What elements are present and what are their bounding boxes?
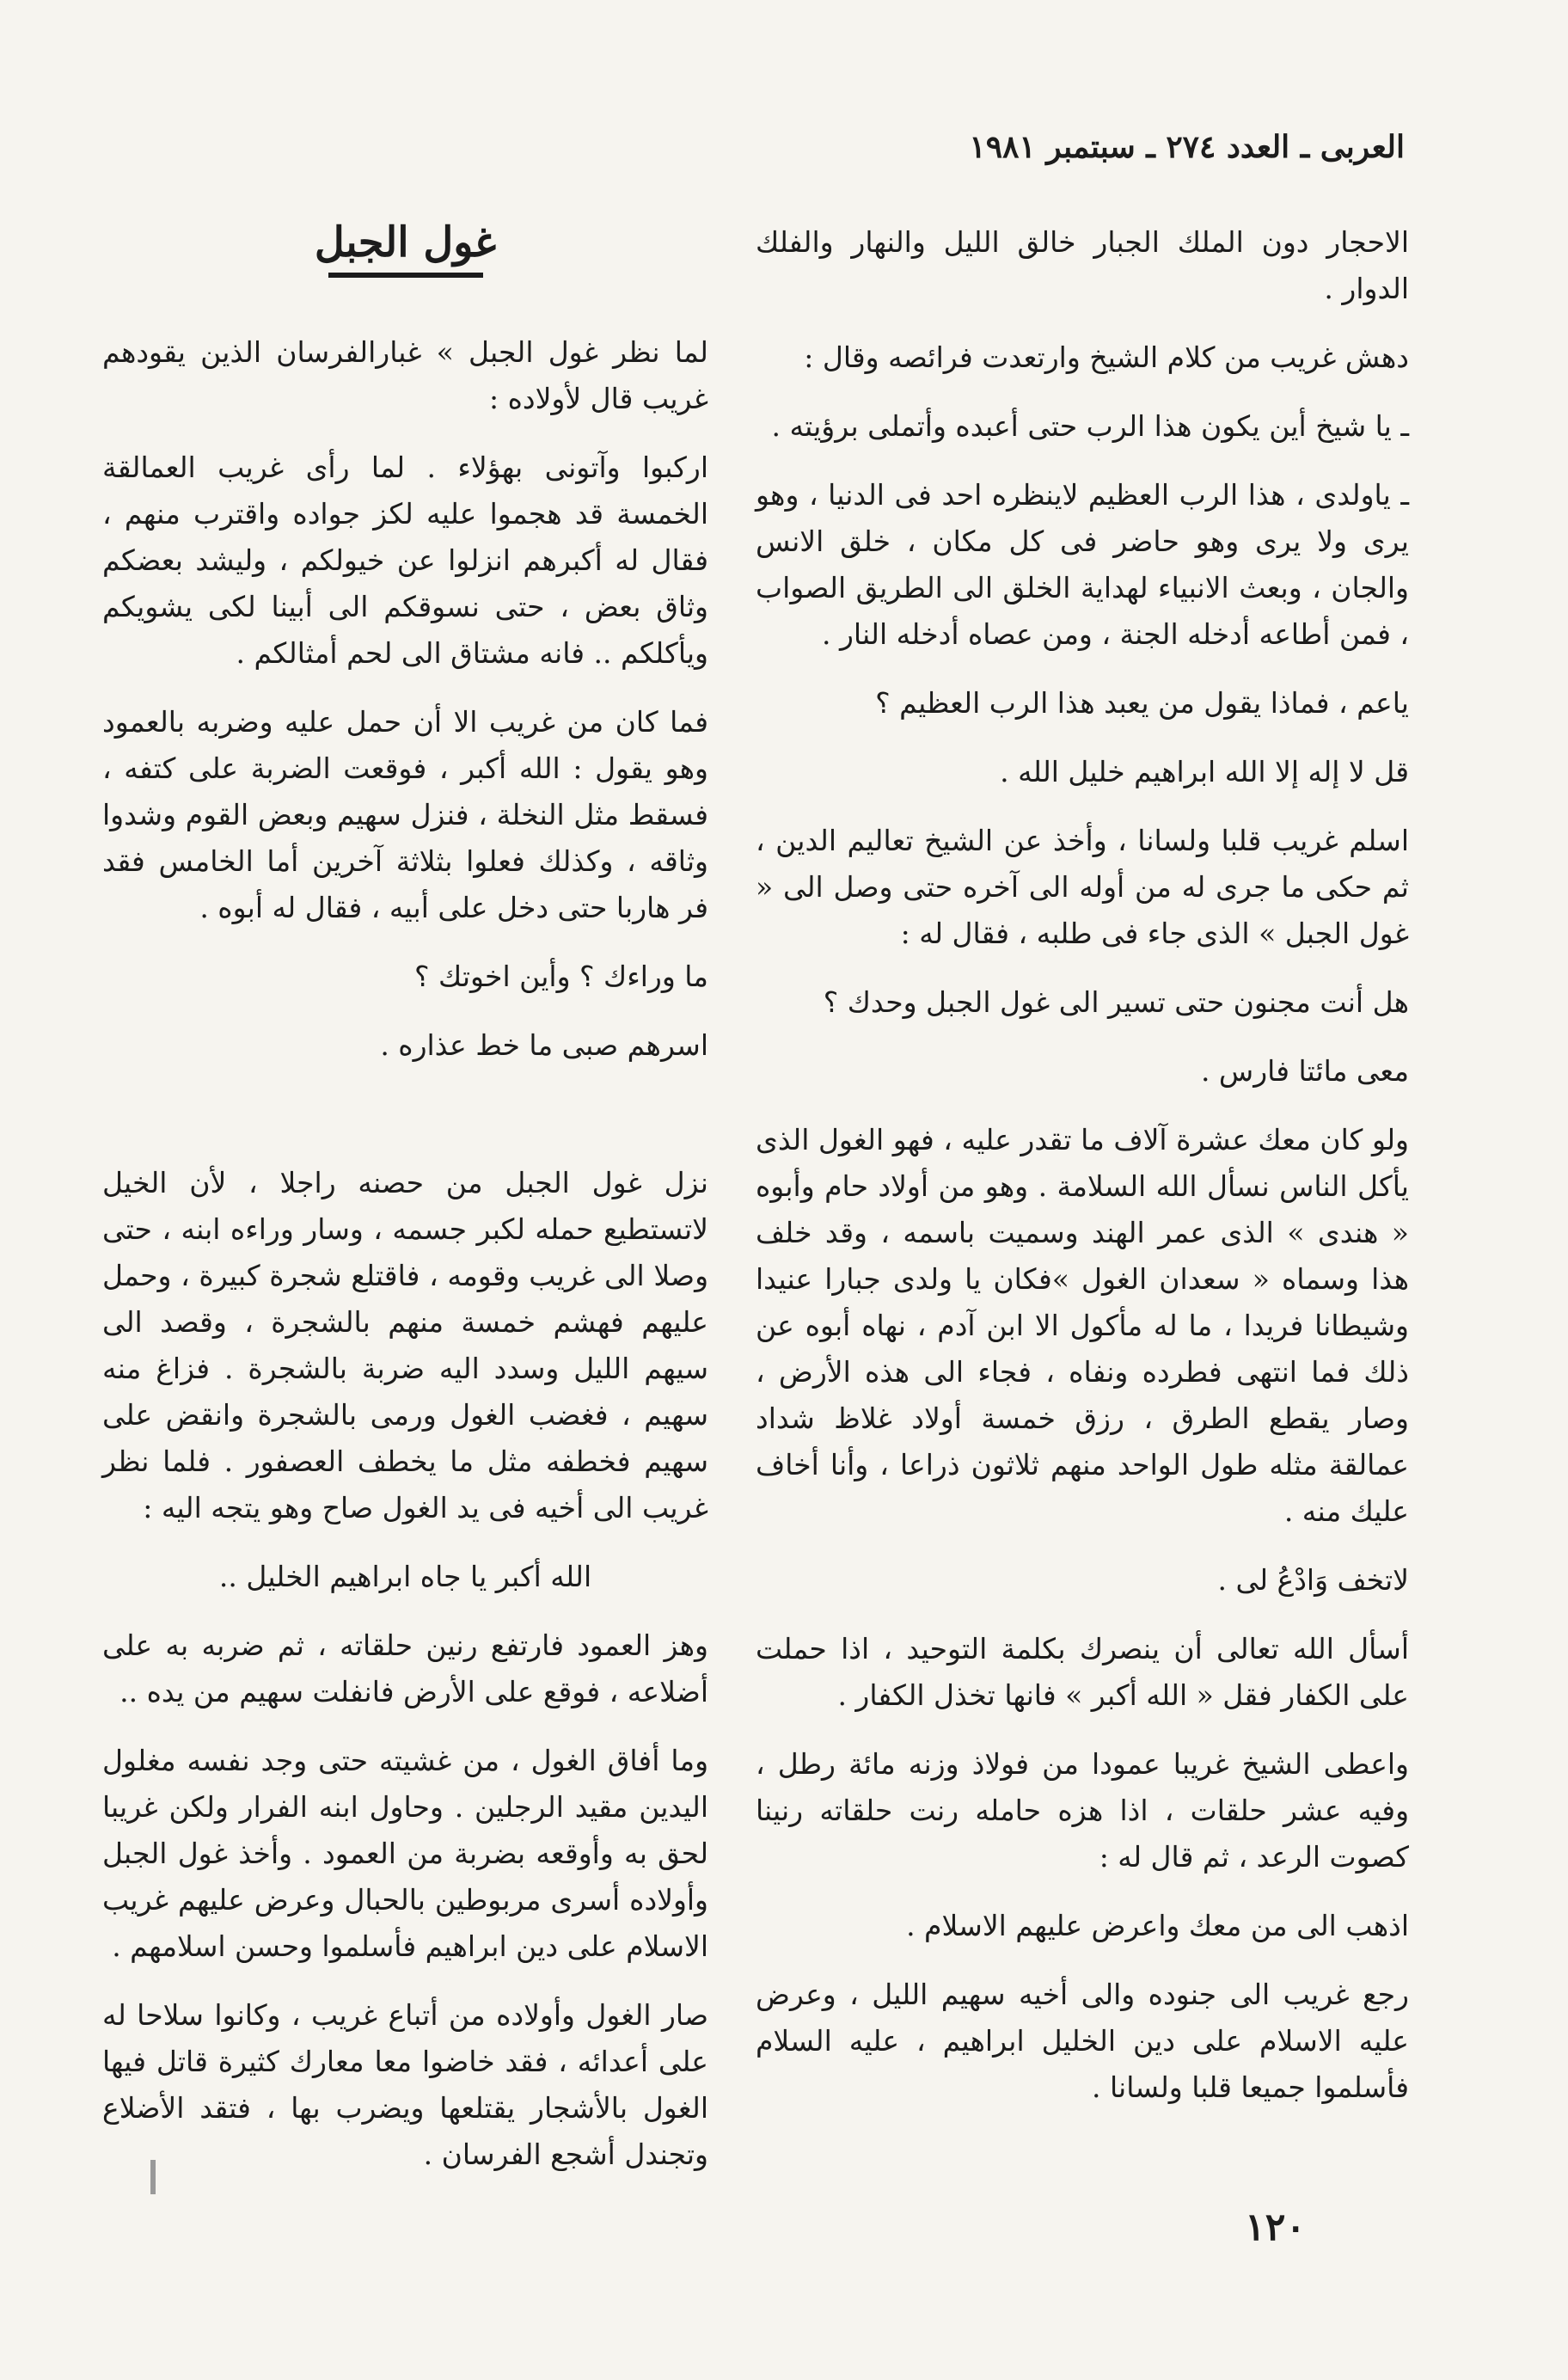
paragraph: لاتخف وَادْعُ لى . [1217,1563,1409,1597]
paragraph: وهز العمود فارتفع رنين حلقاته ، ثم ضربه به على أضلاعه ، فوقع على الأرض فانفلت سهيم من يده .. [102,1629,708,1708]
paragraph: ـ يا شيخ أين يكون هذا الرب حتى أعبده وأتملى برؤيته . [771,409,1409,443]
paragraph: صار الغول وأولاده من أتباع غريب ، وكانوا سلاحا له على أعدائه ، فقد خاضوا معا معارك كثيرة قاتل فيها الغول بالأشجار يقتلعها ويضرب بها ، فتقد الأضلاع وتجندل أشجع الفرسان . [102,1998,708,2171]
paragraph: واعطى الشيخ غريبا عمودا من فولاذ وزنه مائة رطل ، وفيه عشر حلقات ، اذا هزه حامله رنت حلقاته رنينا كصوت الرعد ، ثم قال له : [756,1747,1409,1874]
paragraph: اركبوا وآتونى بهؤلاء . لما رأى غريب العمالقة الخمسة قد هجموا عليه لكز جواده واقترب منهم ، فقال له أكبرهم انزلوا عن خيولكم ، وليشد بعضكم وثاق بعض ، حتى نسوقكم الى أبينا لكى يشويكم ويأكلكم .. فانه مشتاق الى لحم أمثالكم . [102,451,708,670]
left-column [102,219,708,2200]
paragraph: ـ ياولدى ، هذا الرب العظيم لاينظره احد فى الدنيا ، وهو يرى ولا يرى وهو حاضر فى كل مكان ، خلق الانس والجان ، وبعث الانبياء لهداية الخلق الى الطريق الصواب ، فمن أطاعه أدخله الجنة ، ومن عصاه أدخله النار . [756,478,1409,651]
paragraph: اسلم غريب قلبا ولسانا ، وأخذ عن الشيخ تعاليم الدين ، ثم حكى ما جرى له من أوله الى آخره حتى وصل الى « غول الجبل » الذى جاء فى طلبه ، فقال له : [756,824,1409,950]
paragraph: هل أنت مجنون حتى تسير الى غول الجبل وحدك ؟ [823,985,1409,1019]
title-underline [328,273,483,278]
paragraph: لما نظر غول الجبل » غبارالفرسان الذين يقودهم غريب قال لأولاده : [102,335,708,415]
paragraph: ياعم ، فماذا يقول من يعبد هذا الرب العظيم ؟ [875,686,1409,720]
paragraph: دهش غريب من كلام الشيخ وارتعدت فرائصه وقال : [804,340,1409,374]
paragraph: الاحجار دون الملك الجبار خالق الليل والنهار والفلك الدوار . [756,225,1409,305]
right-column [756,219,1409,2133]
paragraph: نزل غول الجبل من حصنه راجلا ، لأن الخيل لاتستطيع حمله لكبر جسمه ، وسار وراءه ابنه ، حتى وصلا الى غريب وقومه ، فاقتلع شجرة كبيرة ، وحمل عليهم فهشم خمسة منهم بالشجرة ، وقصد الى سيهم الليل وسدد اليه ضربة بالشجرة . فزاغ منه سهيم ، فغضب الغول ورمى بالشجرة وانقض على سهيم فخطفه مثل ما يخطف العصفور . فلما نظر غريب الى أخيه فى يد الغول صاح وهو يتجه اليه : [102,1166,708,1524]
paragraph: اسرهم صبى ما خط عذاره . [380,1028,708,1062]
paragraph: فما كان من غريب الا أن حمل عليه وضربه بالعمود وهو يقول : الله أكبر ، فوقعت الضربة على كتفه ، فسقط مثل النخلة ، فنزل سهيم وبعض القوم وشدوا وثاقه ، وكذلك فعلوا بثلاثة آخرين أما الخامس فقد فر هاربا حتى دخل على أبيه ، فقال له أبوه . [102,705,708,924]
paragraph: وما أفاق الغول ، من غشيته حتى وجد نفسه مغلول اليدين مقيد الرجلين . وحاول ابنه الفرار ولكن غريبا لحق به وأوقعه بضربة من العمود . وأخذ غول الجبل وأولاده أسرى مربوطين بالحبال وعرض عليهم غريب الاسلام على دين ابراهيم فأسلموا وحسن اسلامهم . [102,1744,708,1963]
margin-mark [150,2160,156,2194]
page-number: ١٢٠ [1245,2205,1306,2249]
article-title: غول الجبل [314,218,497,267]
paragraph: قل لا إله إلا الله ابراهيم خليل الله . [1000,755,1409,788]
paragraph: رجع غريب الى جنوده والى أخيه سهيم الليل ، وعرض عليه الاسلام على دين الخليل ابراهيم ، عليه السلام فأسلموا جميعا قلبا ولسانا . [756,1978,1409,2104]
section-break [102,1091,708,1160]
paragraph: ما وراءك ؟ وأين اخوتك ؟ [414,960,708,993]
paragraph: معى مائتا فارس . [1200,1054,1409,1088]
running-header: العربى ـ العدد ٢٧٤ ـ سبتمبر ١٩٨١ [969,129,1405,165]
paragraph: أسأل الله تعالى أن ينصرك بكلمة التوحيد ، اذا حملت على الكفار فقل « الله أكبر » فانها تخذل الكفار . [756,1632,1409,1712]
paragraph: الله أكبر يا جاه ابراهيم الخليل .. [218,1560,592,1593]
paragraph: اذهب الى من معك واعرض عليهم الاسلام . [906,1909,1409,1942]
paragraph: ولو كان معك عشرة آلاف ما تقدر عليه ، فهو الغول الذى يأكل الناس نسأل الله السلامة . وهو من أولاد حام وأبوه « هندى » الذى عمر الهند وسميت باسمه ، وقد خلف هذا وسماه « سعدان الغول »فكان يا ولدى جبارا عنيدا وشيطانا فريدا ، ما له مأكول الا ابن آدم ، نهاه أبوه عن ذلك فما انتهى فطرده ونفاه ، فجاء الى هذه الأرض ، وصار يقطع الطرق ، رزق خمسة أولاد غلاظ شداد عمالقة مثله طول الواحد منهم ثلاثون ذراعا ، وأنا أخاف عليك منه . [756,1123,1409,1528]
